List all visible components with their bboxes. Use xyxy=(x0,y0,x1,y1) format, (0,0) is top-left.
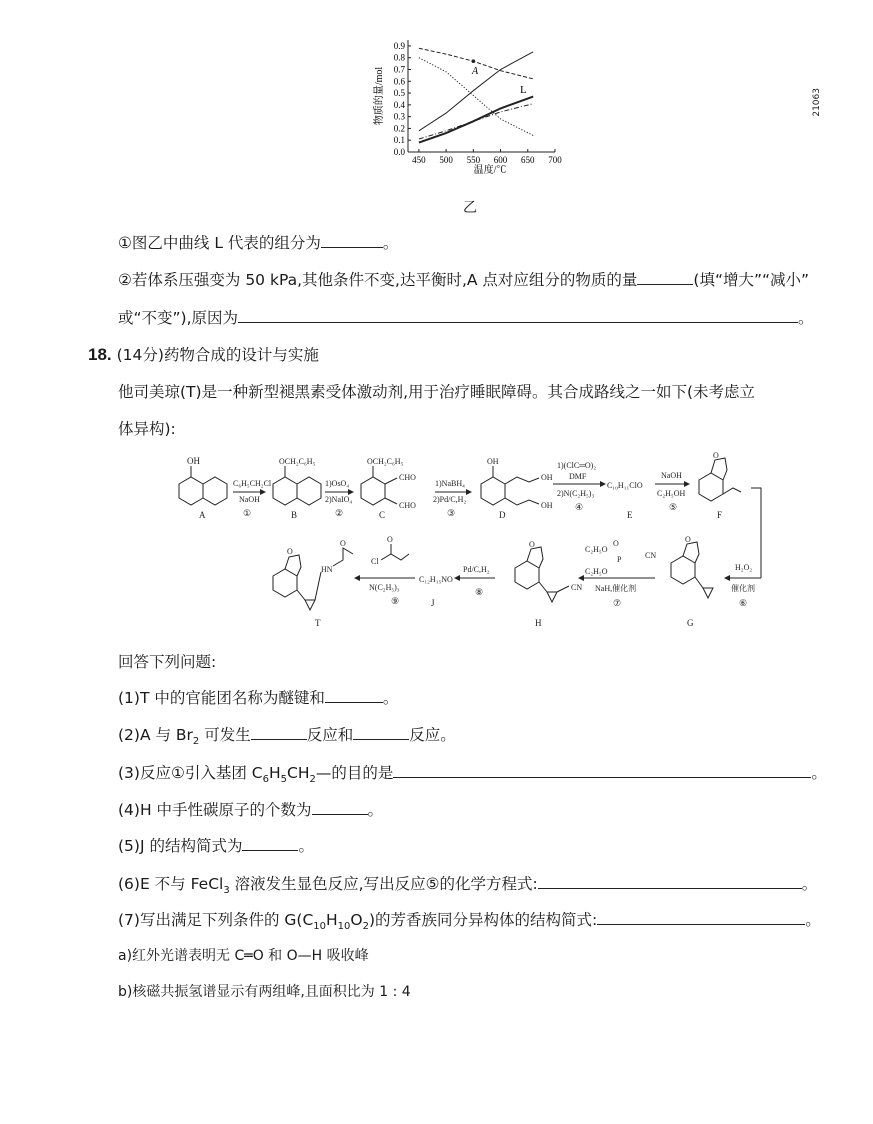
chart-series xyxy=(419,48,533,142)
answer-blank[interactable] xyxy=(393,763,811,778)
q18-sub2-text-c: 反应和 xyxy=(306,726,354,744)
subscript: 2 xyxy=(362,921,369,933)
q18-sub4-text: (4)H 中手性碳原子的个数为 xyxy=(118,801,312,819)
x-tick-label: 600 xyxy=(493,155,508,165)
step4-reagent-1: 1)(ClC═O)₂ xyxy=(557,461,597,470)
step4-reagent-2: DMF xyxy=(569,472,587,481)
q17-item2-reason: 或“不变”),原因为 xyxy=(118,309,239,327)
step1-reagent: C₆H₅CH₂Cl xyxy=(233,479,272,488)
y-tick-label: 0.9 xyxy=(393,40,405,51)
acyl-chloride-structure xyxy=(381,554,409,560)
step7-conditions: NaH,催化剂 xyxy=(595,584,637,593)
b-substituent: OCH₂C₆H₅ xyxy=(279,457,316,466)
label-h: H xyxy=(535,618,542,628)
q18-sub3-ch: CH xyxy=(287,764,310,782)
label-a: A xyxy=(199,510,206,520)
period: 。 xyxy=(382,689,399,707)
step2-reagent: 1)OsO₄ xyxy=(325,479,350,488)
q17-item2-text: ②若体系压强变为 50 kPa,其他条件不变,达平衡时,A 点对应组分的物质的量 xyxy=(118,271,638,289)
step3-number: ③ xyxy=(447,508,456,518)
point-label-a: A xyxy=(472,66,479,77)
q18-sub1-text: (1)T 中的官能团名称为醚键和 xyxy=(118,689,325,707)
q18-sub6-text-b: 溶液发生显色反应,写出反应⑤的化学方程式: xyxy=(229,875,538,893)
a-oh-label: OH xyxy=(187,456,200,466)
period: 。 xyxy=(382,234,399,252)
step7-reagent-1: C₂H₅O xyxy=(585,545,608,554)
step8-reagent: Pd/C,H₂ xyxy=(463,565,490,574)
q18-sub7-h: H xyxy=(326,911,338,929)
g-ring-o: O xyxy=(685,535,691,544)
y-tick-label: 0.5 xyxy=(393,88,405,99)
curve-label-l: L xyxy=(520,84,527,96)
subscript: 5 xyxy=(280,774,288,786)
q18-intro-line2: 体异构): xyxy=(118,420,176,438)
label-d: D xyxy=(499,510,506,520)
q18-sub2-text-b: 可发生 xyxy=(199,726,251,744)
period: 。 xyxy=(805,911,821,929)
q17-item1-text: ①图乙中曲线 L 代表的组分为 xyxy=(118,234,321,252)
q18-title xyxy=(88,345,319,365)
q18-sub7 xyxy=(118,910,821,937)
step7-o: O xyxy=(613,539,619,548)
step5-reagent: NaOH xyxy=(661,471,682,480)
y-tick-label: 0.6 xyxy=(393,76,405,87)
y-tick-label: 0.3 xyxy=(393,111,405,122)
step4-number: ④ xyxy=(575,502,584,512)
y-tick-label: 0.1 xyxy=(393,135,405,146)
compound-h-structure xyxy=(515,547,569,602)
step5-number: ⑤ xyxy=(669,502,678,512)
subscript: 10 xyxy=(337,921,351,933)
q17-item2-cont xyxy=(118,308,814,328)
step7-cn: CN xyxy=(645,551,657,560)
compound-g-structure xyxy=(671,542,713,598)
answer-blank[interactable] xyxy=(238,308,798,323)
label-b: B xyxy=(291,510,298,520)
t-nh: HN xyxy=(321,565,333,574)
step4-conditions: 2)N(C₂H₅)₃ xyxy=(557,489,595,498)
compound-b-structure xyxy=(273,466,321,505)
step5-conditions: C₂H₅OH xyxy=(657,489,686,498)
x-tick-label: 500 xyxy=(439,155,453,165)
y-tick-label: 0.0 xyxy=(393,147,405,157)
step6-reagent: H₂O₂ xyxy=(735,563,753,572)
subscript: 10 xyxy=(313,921,326,933)
h-cn: CN xyxy=(571,583,583,592)
answer-blank[interactable] xyxy=(325,688,383,703)
t-ring-o: O xyxy=(287,547,293,556)
q18-sub2-text-d: 反应。 xyxy=(409,726,456,744)
q18-intro-line1: 他司美琼(T)是一种新型褪黑素受体激动剂,用于治疗睡眠障碍。其合成路线之一如下(未考虑立 xyxy=(118,383,756,401)
answer-blank[interactable] xyxy=(242,836,298,851)
period: 。 xyxy=(811,764,827,782)
condition-b: b)核磁共振氢谱显示有两组峰,且面积比为 1 : 4 xyxy=(118,984,411,1000)
compound-c-structure xyxy=(361,466,397,505)
q18-sub7-text-d: )的芳香族同分异构体的结构简式: xyxy=(368,911,598,929)
label-t: T xyxy=(315,618,321,628)
q18-sub2-text: (2)A 与 Br xyxy=(118,726,193,744)
x-tick-label: 550 xyxy=(466,155,481,165)
q18-sub7-text: (7)写出满足下列条件的 G(C xyxy=(118,911,314,929)
x-axis-title: 温度/℃ xyxy=(473,165,507,176)
q18-sub6-text: (6)E 不与 FeCl xyxy=(118,875,224,893)
answer-blank[interactable] xyxy=(538,874,802,889)
answer-prompt: 回答下列问题: xyxy=(118,653,217,671)
q18-sub5-text: (5)J 的结构简式为 xyxy=(118,837,243,855)
d-oh-3: OH xyxy=(541,501,553,510)
step7-p: P xyxy=(617,555,622,564)
x-tick-label: 700 xyxy=(548,155,562,165)
x-tick-labels xyxy=(412,149,562,165)
step3-conditions: 2)Pd/C,H₂ xyxy=(433,495,467,504)
q18-sub3-h: H xyxy=(268,764,281,782)
question-title: (14分)药物合成的设计与实施 xyxy=(116,346,319,364)
q17-item1 xyxy=(118,233,398,253)
step7-reagent-2: C₂H₅O xyxy=(585,567,608,576)
step2-conditions: 2)NaIO₄ xyxy=(325,495,353,504)
period: 。 xyxy=(298,837,314,855)
h-ring-o: O xyxy=(529,540,535,549)
connector-line xyxy=(751,488,761,578)
step7-number: ⑦ xyxy=(613,598,622,608)
compound-a-structure xyxy=(179,466,227,505)
step1-conditions: NaOH xyxy=(239,495,260,504)
q18-sub3 xyxy=(118,763,827,790)
step8-number: ⑧ xyxy=(475,587,484,597)
f-ring-o: O xyxy=(713,451,719,460)
c-aldehyde-2: CHO xyxy=(399,501,416,510)
period: 。 xyxy=(367,801,384,819)
step9-o: O xyxy=(387,535,393,544)
line-chart xyxy=(360,30,560,180)
step9-conditions: N(C₂H₅)₃ xyxy=(369,583,400,592)
y-tick-label: 0.7 xyxy=(393,64,405,75)
label-e: E xyxy=(627,510,633,520)
answer-blank[interactable] xyxy=(597,910,805,925)
step9-number: ⑨ xyxy=(391,596,400,606)
step1-number: ① xyxy=(243,508,252,518)
answer-blank[interactable] xyxy=(251,725,307,740)
step2-number: ② xyxy=(335,508,344,518)
x-tick-label: 450 xyxy=(412,155,426,165)
d-oh-2: OH xyxy=(541,473,553,482)
q18-sub3-text: (3)反应①引入基团 C xyxy=(118,764,263,782)
t-carbonyl-o: O xyxy=(340,539,346,548)
question-number: 18. xyxy=(88,345,112,364)
q18-sub2 xyxy=(118,725,456,752)
compound-t-structure xyxy=(273,548,353,610)
q17-item2 xyxy=(118,270,809,290)
answer-blank[interactable] xyxy=(637,270,693,285)
step3-reagent: 1)NaBH₄ xyxy=(435,479,465,488)
y-axis-title: 物质的量/mol xyxy=(374,66,385,126)
x-tick-label: 650 xyxy=(521,155,535,165)
y-tick-label: 0.4 xyxy=(393,99,405,110)
subscript: 2 xyxy=(192,736,200,748)
j-formula: C₁₂H₁₅NO xyxy=(419,575,453,584)
compound-d-structure xyxy=(481,466,539,505)
figure-caption: 乙 xyxy=(463,200,477,216)
subscript: 3 xyxy=(223,885,230,897)
q18-sub5 xyxy=(118,836,314,856)
q17-item2-hint: (填“增大”“减小” xyxy=(693,271,810,289)
answer-blank[interactable] xyxy=(312,800,368,815)
step9-cl: Cl xyxy=(371,557,379,566)
y-tick-label: 0.2 xyxy=(393,123,405,134)
e-formula: C₁₀H₁₁ClO xyxy=(607,481,643,490)
c-substituent: OCH₂C₆H₅ xyxy=(367,457,404,466)
step6-conditions: 催化剂 xyxy=(731,584,755,593)
period: 。 xyxy=(798,309,814,327)
label-f: F xyxy=(717,510,723,520)
d-oh: OH xyxy=(487,457,499,466)
synthesis-scheme xyxy=(165,448,785,638)
answer-blank[interactable] xyxy=(353,725,409,740)
compound-f-structure xyxy=(699,458,741,501)
q18-sub4 xyxy=(118,800,383,820)
y-tick-label: 0.8 xyxy=(393,52,405,63)
q18-sub6 xyxy=(118,874,817,901)
q18-sub3-text-d: —的目的是 xyxy=(315,764,394,782)
subscript: 6 xyxy=(262,774,269,786)
series-line-5 xyxy=(419,104,533,139)
subscript: 2 xyxy=(309,774,316,786)
label-c: C xyxy=(379,510,386,520)
period: 。 xyxy=(801,875,818,893)
q18-sub1 xyxy=(118,688,398,708)
label-g: G xyxy=(687,618,694,628)
point-a-marker xyxy=(472,59,476,63)
step6-number: ⑥ xyxy=(739,598,748,608)
label-j: J xyxy=(431,598,435,608)
answer-blank[interactable] xyxy=(321,233,383,248)
c-aldehyde-1: CHO xyxy=(399,473,416,482)
side-code: 21063 xyxy=(812,88,822,117)
condition-a: a)红外光谱表明无 C═O 和 O—H 吸收峰 xyxy=(118,948,369,964)
q18-sub7-o: O xyxy=(350,911,363,929)
